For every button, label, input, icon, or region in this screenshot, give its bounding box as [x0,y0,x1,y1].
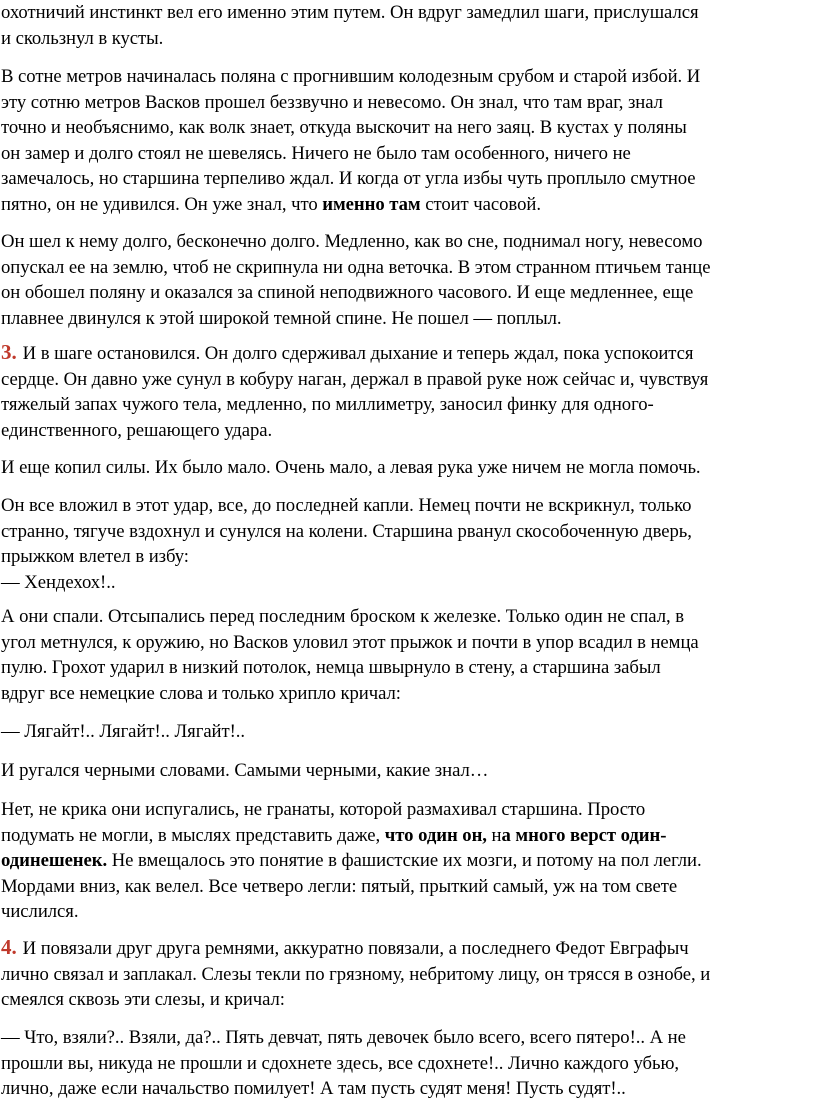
paragraph-4 [1,340,708,443]
paragraph-9 [1,758,488,784]
text-line: он обошел поляну и оказался за спиной неподвижного часового. И еще медленнее, еще [1,282,694,304]
bold-text: что один он, [384,824,487,846]
text-line: эту сотню метров Васков прошел беззвучно и невесомо. Он знал, что там враг, знал [1,91,663,113]
text-run: И повязали друг друга ремнями, аккуратно повязали, а последнего Федот Евграфыч [22,938,689,959]
text-run: И в шаге остановился. Он долго сдерживал дыхание и теперь ждал, пока успокоится [22,343,694,364]
text-line: Он шел к нему долго, бесконечно долго. Медленно, как во сне, поднимал ногу, невесомо [1,231,703,252]
paragraph-5 [1,455,701,481]
section-number: 4. [1,935,17,959]
paragraph-7 [1,604,699,706]
text-line [1,192,700,218]
text-line: прошли вы, никуда не прошли и сдохнете здесь, все сдохнете!.. Лично каждого убью, [1,1052,679,1074]
text-run: пятно, он не удивился. Он уже знал, что [1,193,323,215]
text-run: стоит часовой. [420,193,541,215]
text-run: подумать не могли, в мыслях представить даже, [1,824,385,846]
text-line: числился. [1,901,79,923]
text-line: плавнее двинулся к этой широкой темной спине. Не пошел — поплыл. [1,307,562,329]
text-line: сердце. Он давно уже сунул в кобуру наган, держал в правой руке нож сейчас и, чувствуя [1,368,709,390]
bold-text: именно там [322,193,421,215]
text-run: н [486,824,502,846]
text-line: тяжелый запах чужого тела, медленно, по миллиметру, заносил финку для одного- [1,394,654,416]
text-line: Нет, не крика они испугались, не гранаты, которой размахивал старшина. Просто [1,799,646,820]
text-line: замечалось, но старшина терпеливо ждал. И когда от угла избы чуть проплыло смутное [1,168,696,190]
text-line: — Лягайт!.. Лягайт!.. Лягайт!.. [1,721,246,742]
text-line: единственного, решающего удара. [1,419,273,441]
paragraph-2 [1,64,700,218]
paragraph-3 [1,229,711,331]
paragraph-12 [1,1025,686,1102]
text-line: лично связал и заплакал. Слезы текли по грязному, небритому лицу, он трясся в ознобе, и [1,963,711,985]
text-line: А они спали. Отсыпались перед последним броском к железке. Только один не спал, в [1,606,684,627]
text-line: и скользнул в кусты. [1,27,164,49]
bold-text: одинешенек. [1,850,108,872]
text-line: пулю. Грохот ударил в низкий потолок, немца швырнуло в стену, а старшина забыл [1,657,661,679]
paragraph-8 [1,719,245,745]
text-run: Не вмещалось это понятие в фашистские их мозги, и потому на пол легли. [107,850,702,872]
section-number: 3. [1,340,17,364]
paragraph-11 [1,935,710,1013]
text-line: угол метнулся, к оружию, но Васков уловил этот прыжок и почти в упор всадил в немца [1,631,699,653]
bold-text: а много верст один- [501,824,667,846]
paragraph-1 [1,0,699,51]
text-line: опускал ее на землю, чтоб не скрипнула ни одна веточка. В этом странном птичьем танце [1,256,711,278]
text-line: охотничий инстинкт вел его именно этим путем. Он вдруг замедлил шаги, прислушался [1,2,699,23]
text-line: В сотне метров начиналась поляна с прогнившим колодезным срубом и старой избой. И [1,66,701,87]
text-line: вдруг все немецкие слова и только хрипло кричал: [1,682,401,704]
paragraph-6 [1,493,692,595]
text-line: прыжком влетел в избу: [1,546,189,568]
text-line: он замер и долго стоял не шевелясь. Ничего не было там особенного, ничего не [1,142,631,164]
text-line: — Что, взяли?.. Взяли, да?.. Пять девчат, пять девочек было всего, всего пятеро!.. А не [1,1027,686,1048]
text-line: Мордами вниз, как велел. Все четверо легли: пятый, прыткий самый, уж на том свете [1,875,678,897]
text-line [1,340,708,367]
text-line: И ругался черными словами. Самыми черными, какие знал… [1,760,489,781]
text-line: странно, тягуче вздохнул и сунулся на колени. Старшина рванул скособоченную дверь, [1,520,692,542]
text-line: И еще копил силы. Их было мало. Очень мало, а левая рука уже ничем не могла помочь. [1,457,701,478]
text-line: Он все вложил в этот удар, все, до последней капли. Немец почти не вскрикнул, только [1,495,692,516]
text-line: точно и необъяснимо, как волк знает, откуда выскочит на него заяц. В кустах у поляны [1,117,687,139]
text-line: лично, даже если начальство помилует! А там пусть судят меня! Пусть судят!.. [1,1078,626,1100]
paragraph-10 [1,797,702,925]
text-line [1,935,710,962]
text-line: — Хендехох!.. [1,571,116,593]
text-line [1,848,702,874]
text-line [1,823,702,849]
text-line: смеялся сквозь эти слезы, и кричал: [1,989,285,1011]
